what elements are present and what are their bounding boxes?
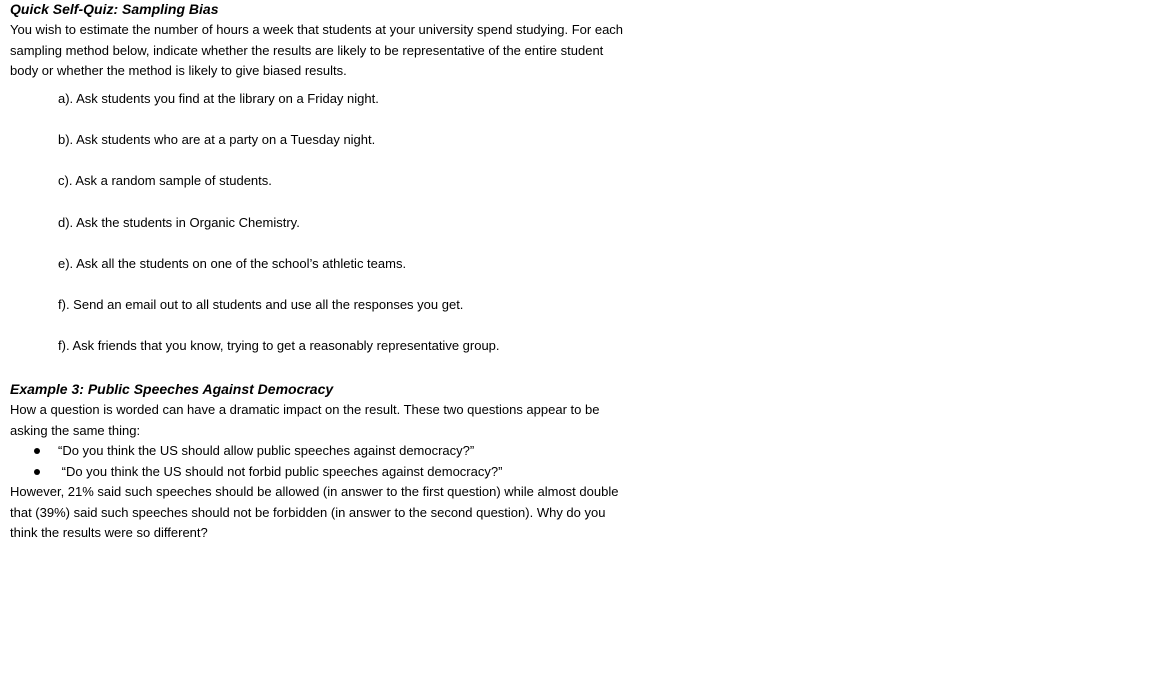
document-page: [10, 0, 640, 541]
quiz-item-e: e). Ask all the students on one of the school’s athletic teams.: [58, 256, 407, 271]
bullet-item: [10, 441, 502, 462]
bullet-dot-icon: [34, 469, 40, 475]
quiz-item-b: b). Ask students who are at a party on a Tuesday night.: [58, 132, 376, 147]
example-followup-paragraph: However, 21% said such speeches should be allowed (in answer to the first question) while almost double that (39%) said such speeches should not be forbidden (in answer to the second question). Why do you think the results were so different?: [10, 484, 619, 541]
bullet-dot-icon: [34, 448, 40, 454]
example-intro-paragraph: How a question is worded can have a dramatic impact on the result. These two questions appear to be asking the same thing:: [10, 402, 600, 438]
bullet-text: “Do you think the US should not forbid public speeches against democracy?”: [58, 463, 503, 479]
bullet-item: [10, 462, 502, 483]
quiz-item-a: a). Ask students you find at the library on a Friday night.: [58, 91, 379, 106]
quiz-item-f1: f). Send an email out to all students and use all the responses you get.: [58, 297, 464, 312]
example-heading: Example 3: Public Speeches Against Democracy: [10, 381, 334, 397]
quiz-heading: Quick Self-Quiz: Sampling Bias: [10, 1, 219, 17]
quiz-intro-paragraph: You wish to estimate the number of hours a week that students at your university spend studying. For each sampling method below, indicate whether the results are likely to be representative of the entire student body or whether the method is likely to give biased results.: [10, 22, 624, 79]
bullet-text: “Do you think the US should allow public speeches against democracy?”: [58, 443, 475, 458]
quiz-item-f2: f). Ask friends that you know, trying to get a reasonably representative group.: [58, 338, 500, 353]
example-bullet-list: [10, 441, 502, 482]
quiz-item-c: c). Ask a random sample of students.: [58, 173, 272, 188]
quiz-item-d: d). Ask the students in Organic Chemistry.: [58, 215, 300, 230]
